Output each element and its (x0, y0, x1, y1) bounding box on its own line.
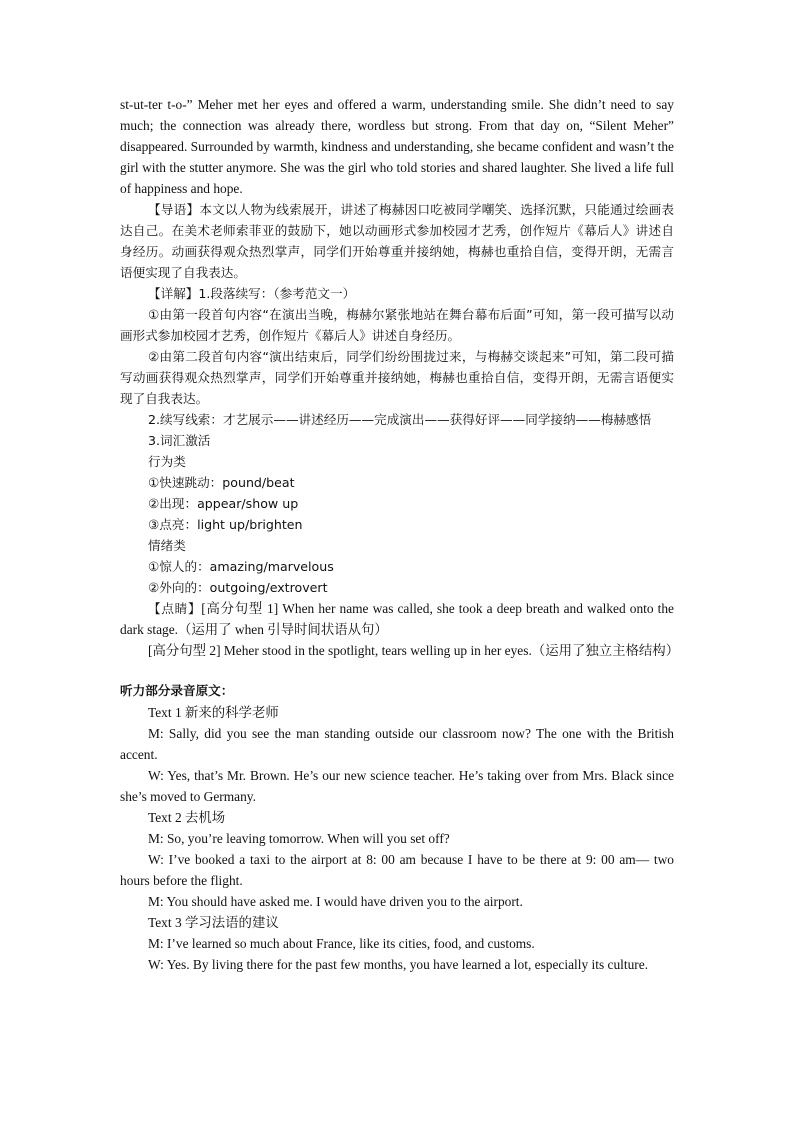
highlight-tag: 【点睛】 (148, 601, 202, 616)
vocab-title: 3.词汇激活 (148, 433, 211, 448)
vocab-item: ①快速跳动：pound/beat (148, 475, 295, 490)
text-2-title: Text 2 去机场 (148, 810, 226, 825)
text-3-title: Text 3 学习法语的建议 (148, 915, 279, 930)
document-content (120, 94, 680, 975)
dialogue-line: M: So, you’re leaving tomorrow. When will you set off? (148, 831, 450, 846)
text-1-title: Text 1 新来的科学老师 (148, 705, 279, 720)
detail-point-2: ②由第二段首句内容“演出结束后，同学们纷纷围拢过来，与梅赫交谈起来”可知，第二段可描写动画获得观众热烈掌声，同学们开始尊重并接纳她，梅赫也重拾自信，变得开朗，无需言语便实现了自我表达。 (120, 349, 674, 406)
action-category-title: 行为类 (148, 454, 186, 469)
guide-paragraph (120, 199, 674, 283)
emotion-category-title: 情绪类 (148, 538, 186, 553)
highlight-text-1: [高分句型 1] When her name was called, she took a deep breath and walked onto the dark stage.（运用了 when 引导时间状语从句） (120, 601, 674, 637)
guide-tag: 【导语】 (148, 202, 200, 217)
highlight-sentence-2: [高分句型 2] Meher stood in the spotlight, tears welling up in her eyes.（运用了独立主格结构） (148, 643, 680, 658)
vocab-item: ③点亮：light up/brighten (148, 517, 303, 532)
dialogue-line: W: I’ve booked a taxi to the airport at 8: 00 am because I have to be there at 9: 00 am— two hours before the flight. (120, 852, 674, 888)
dialogue-line: W: Yes, that’s Mr. Brown. He’s our new science teacher. He’s taking over from Mrs. Black since she’s moved to Germany. (120, 768, 674, 804)
guide-text: 本文以人物为线索展开，讲述了梅赫因口吃被同学嘲笑、选择沉默，只能通过绘画表达自己。在美术老师索菲亚的鼓励下，她以动画形式参加校园才艺秀，创作短片《幕后人》讲述自身经历。动画获得观众热烈掌声，同学们开始尊重并接纳她，梅赫也重拾自信，变得开朗，无需言语便实现了自我表达。 (120, 202, 675, 280)
dialogue-line: M: You should have asked me. I would have driven you to the airport. (148, 894, 523, 909)
listening-heading: 听力部分录音原文： (120, 683, 234, 698)
vocab-item: ①惊人的：amazing/marvelous (148, 559, 334, 574)
detail-intro (120, 283, 674, 304)
dialogue-line: W: Yes. By living there for the past few months, you have learned a lot, especially its culture. (148, 957, 649, 972)
story-paragraph: st-ut-ter t-o-” Meher met her eyes and offered a warm, understanding smile. She didn’t need to say much; the connection was already there, wordless but strong. From that day on, “Silent Meher” disappeared. Surrounded by warmth, kindness and understanding, she became confident and wasn’t the girl with the stutter anymore. She was the girl who told stories and shared laughter. She lived a life full of happiness and hope. (120, 97, 674, 196)
dialogue-line: M: Sally, did you see the man standing outside our classroom now? The one with the British accent. (120, 726, 674, 762)
detail-point-1: ①由第一段首句内容“在演出当晚，梅赫尔紧张地站在舞台幕布后面”可知，第一段可描写以动画形式参加校园才艺秀，创作短片《幕后人》讲述自身经历。 (120, 307, 674, 343)
vocab-item: ②外向的：outgoing/extrovert (148, 580, 328, 595)
detail-intro-text: 1.段落续写：（参考范文一） (198, 286, 356, 301)
vocab-item: ②出现：appear/show up (148, 496, 299, 511)
highlight-sentence-1 (120, 598, 674, 640)
detail-tag: 【详解】 (148, 286, 199, 301)
writing-clue: 2.续写线索：才艺展示——讲述经历——完成演出——获得好评——同学接纳——梅赫感悟 (148, 412, 652, 427)
dialogue-line: M: I’ve learned so much about France, like its cities, food, and customs. (148, 936, 535, 951)
